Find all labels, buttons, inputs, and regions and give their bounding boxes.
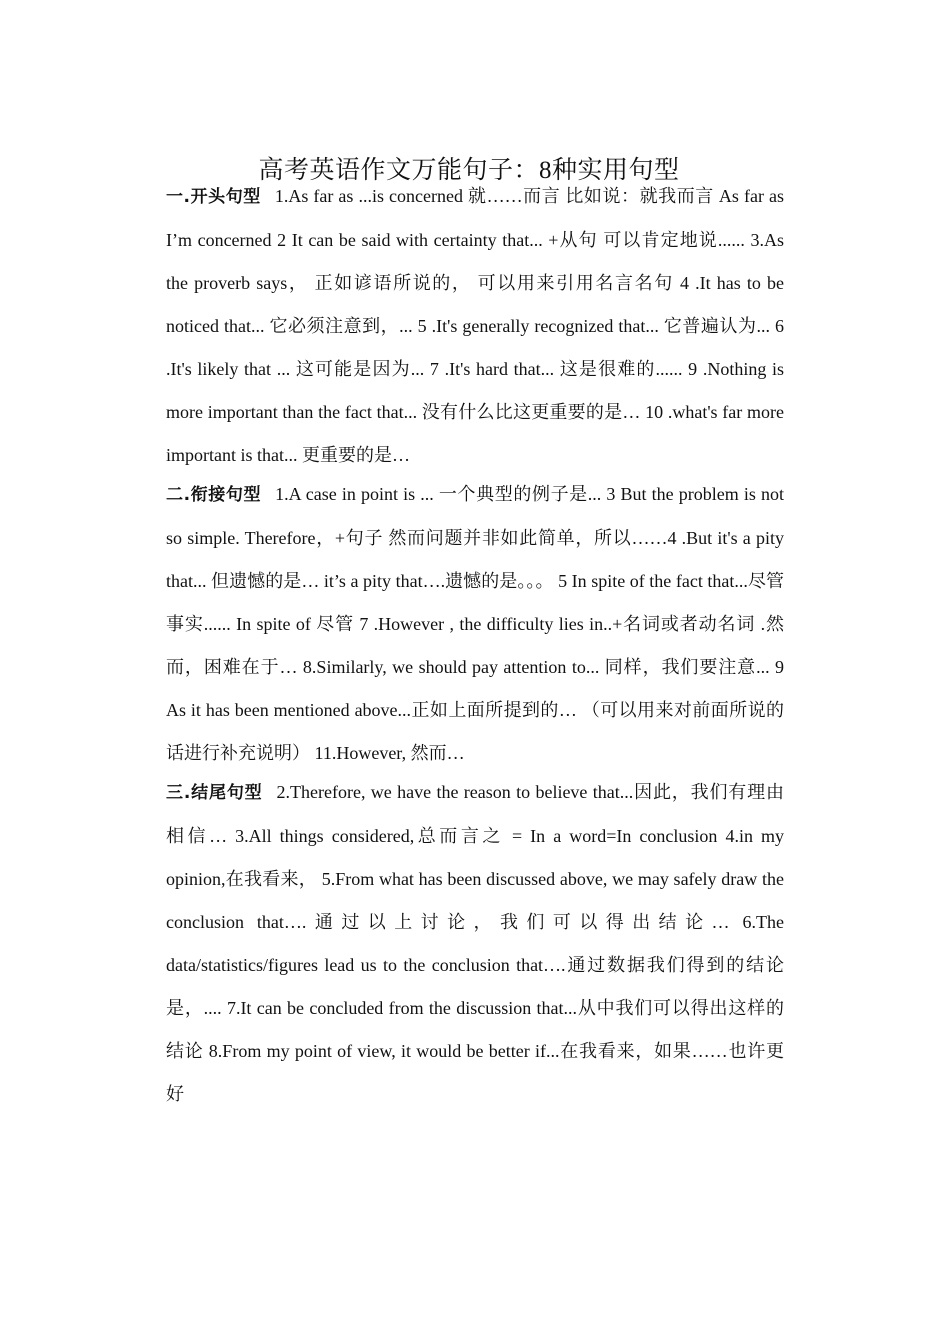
- section-text-opening: 1.As far as ...is concerned 就……而言 比如说：就我而言 As far as I’m concerned 2 It can be said with certainty that... +从句 可以肯定地说...... 3.As the proverb says， 正如谚语所说的， 可以用来引用名言名句 4 .It has to be noticed that... 它必须注意到，... 5 .It's generally recognized that... 它普遍认为... 6 .It's likely that ... 这可能是因为... 7 .It's hard that... 这是很难的...... 9 .Nothing is more important than the fact that... 没有什么比这更重要的是… 10 .what's far more important is that... 更重要的是…: [166, 186, 784, 465]
- section-text-ending: 2.Therefore, we have the reason to believe that...因此，我们有理由相信… 3.All things considered,总而言之 = In a word=In conclusion 4.in my opinion,在我看来， 5.From what has been discussed above, we may safely draw the conclusion that….通过以上讨论，我们可以得出结论… 6.The data/statistics/figures lead us to the conclusion that….通过数据我们得到的结论是，.... 7.It can be concluded from the discussion that...从中我们可以得出这样的结论 8.From my point of view, it would be better if...在我看来，如果……也许更好: [166, 782, 784, 1104]
- document-title: 高考英语作文万能句子：8种实用句型: [258, 156, 680, 184]
- section-transition: [166, 473, 784, 775]
- section-heading-opening: 一.开头句型: [166, 187, 261, 207]
- section-ending: [166, 771, 784, 1116]
- section-opening: [166, 175, 784, 477]
- section-text-transition: 1.A case in point is ... 一个典型的例子是... 3 But the problem is not so simple. Therefore，+句子 然而问题并非如此简单，所以……4 .But it's a pity that... 但遗憾的是… it’s a pity that….遗憾的是。。。 5 In spite of the fact that...尽管事实...... In spite of 尽管 7 .However , the difficulty lies in..+名词或者动名词 .然而，困难在于… 8.Similarly, we should pay attention to... 同样，我们要注意... 9 As it has been mentioned above...正如上面所提到的… （可以用来对前面所说的话进行补充说明） 11.However, 然而…: [166, 484, 784, 763]
- section-heading-transition: 二.衔接句型: [166, 485, 262, 505]
- document-body: [166, 175, 784, 1116]
- section-heading-ending: 三.结尾句型: [166, 783, 263, 803]
